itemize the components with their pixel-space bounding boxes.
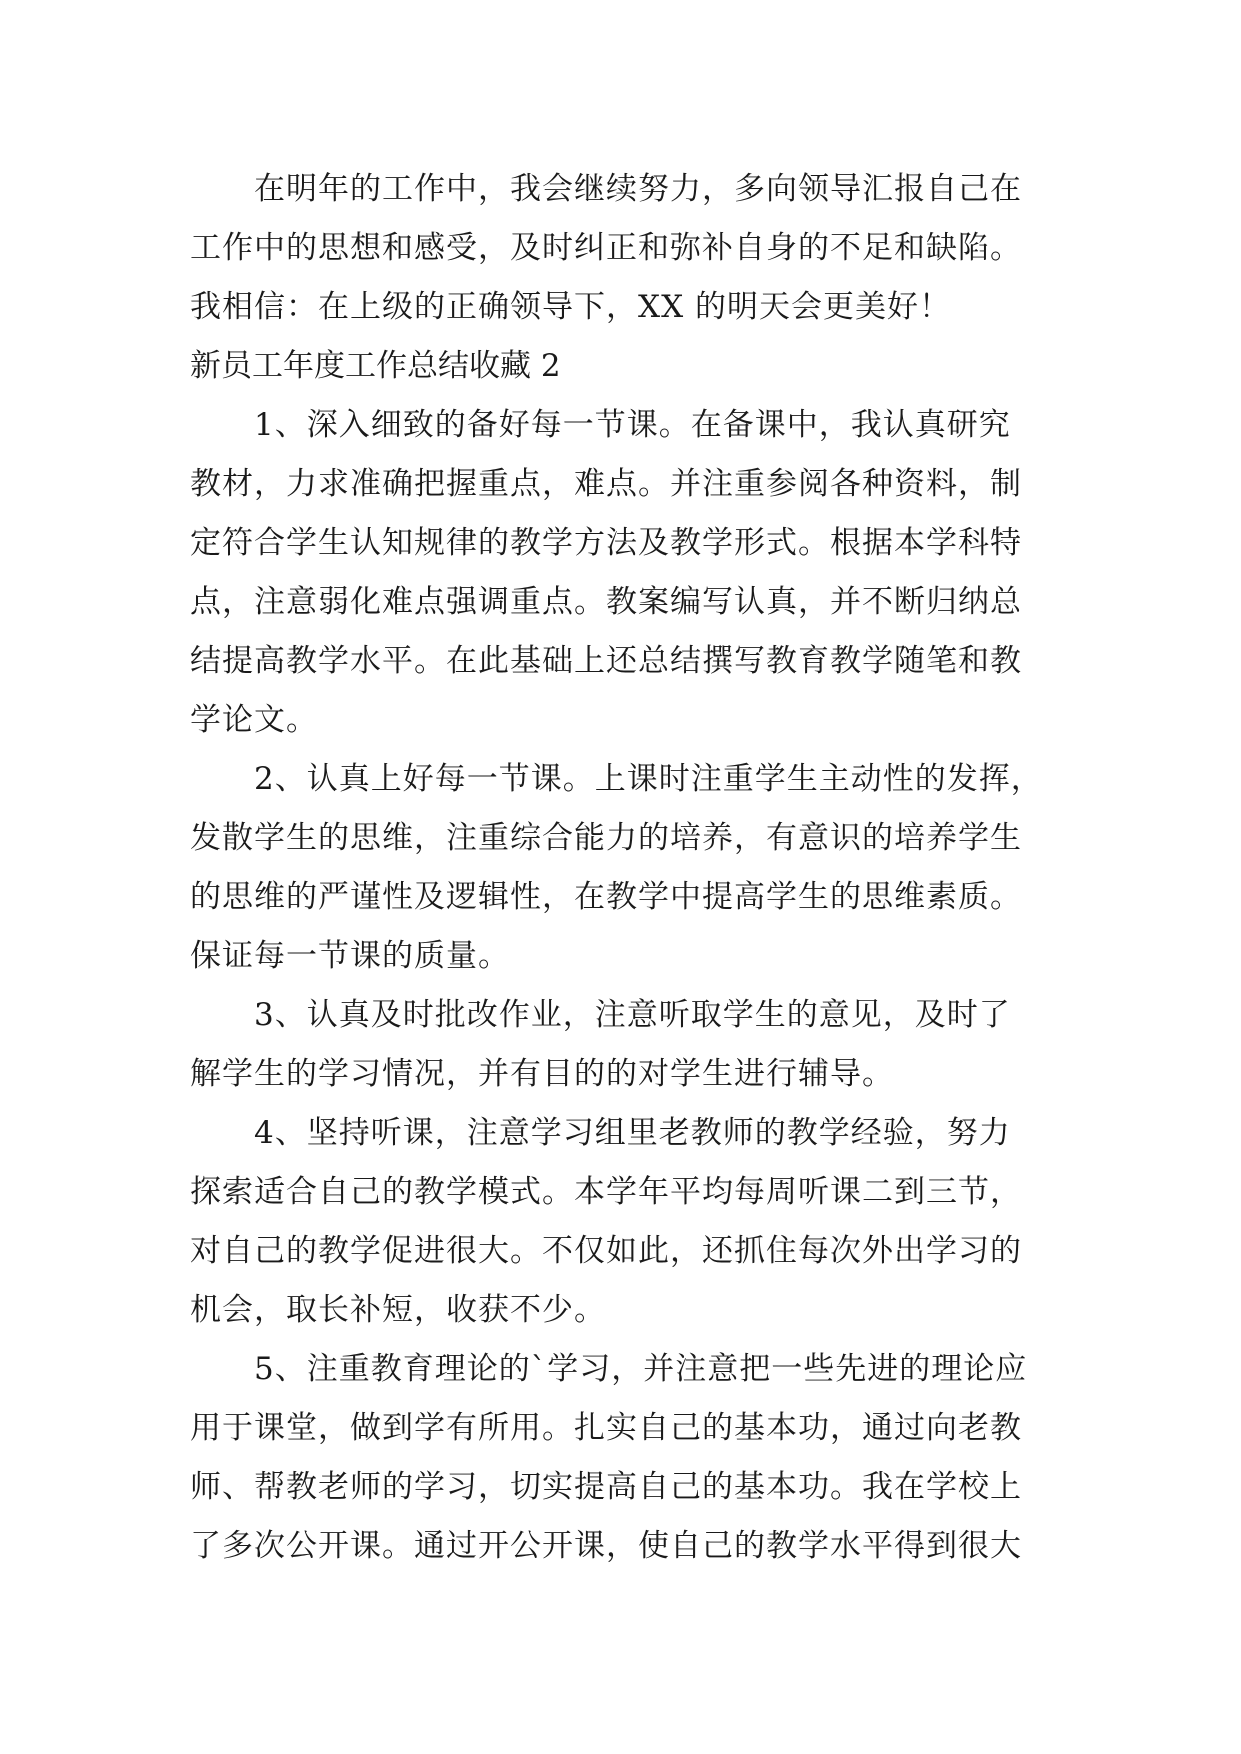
- paragraph-line: 保证每一节课的质量。: [190, 938, 510, 974]
- item-paragraph-4: [190, 1104, 1080, 1340]
- paragraph-line: 3、认真及时批改作业，注意听取学生的意见，及时了: [254, 997, 1011, 1033]
- paragraph-line: 的思维的严谨性及逻辑性，在教学中提高学生的思维素质。: [190, 879, 1022, 915]
- section-title: 新员工年度工作总结收藏 2: [190, 348, 561, 384]
- paragraph-line: 用于课堂，做到学有所用。扎实自己的基本功，通过向老教: [190, 1410, 1022, 1446]
- paragraph-line: 学论文。: [190, 702, 318, 738]
- paragraph-line: 对自己的教学促进很大。不仅如此，还抓住每次外出学习的: [190, 1233, 1022, 1269]
- paragraph-line: 4、坚持听课，注意学习组里老教师的教学经验，努力: [254, 1115, 1011, 1151]
- paragraph-line: 在明年的工作中，我会继续努力，多向领导汇报自己在: [254, 171, 1022, 207]
- paragraph-line: 1、深入细致的备好每一节课。在备课中，我认真研究: [254, 407, 1011, 443]
- paragraph-line: 结提高教学水平。在此基础上还总结撰写教育教学随笔和教: [190, 643, 1022, 679]
- paragraph-line: 点，注意弱化难点强调重点。教案编写认真，并不断归纳总: [190, 584, 1022, 620]
- intro-paragraph: [190, 160, 1080, 337]
- paragraph-line: 我相信：在上级的正确领导下，XX 的明天会更美好！: [190, 289, 951, 325]
- paragraph-line: 发散学生的思维，注重综合能力的培养，有意识的培养学生: [190, 820, 1022, 856]
- paragraph-line: 解学生的学习情况，并有目的的对学生进行辅导。: [190, 1056, 894, 1092]
- paragraph-line: 工作中的思想和感受，及时纠正和弥补自身的不足和缺陷。: [190, 230, 1022, 266]
- paragraph-line: 师、帮教老师的学习，切实提高自己的基本功。我在学校上: [190, 1469, 1022, 1505]
- paragraph-line: 了多次公开课。通过开公开课，使自己的教学水平得到很大: [190, 1528, 1022, 1564]
- document-page: [190, 160, 1080, 1576]
- paragraph-line: 教材，力求准确把握重点，难点。并注重参阅各种资料，制: [190, 466, 1022, 502]
- paragraph-line: 2、认真上好每一节课。上课时注重学生主动性的发挥，: [254, 761, 1043, 797]
- item-paragraph-1: [190, 396, 1080, 750]
- item-paragraph-2: [190, 750, 1080, 986]
- paragraph-line: 5、注重教育理论的`学习，并注意把一些先进的理论应: [254, 1351, 1028, 1387]
- paragraph-line: 定符合学生认知规律的教学方法及教学形式。根据本学科特: [190, 525, 1022, 561]
- item-paragraph-3: [190, 986, 1080, 1104]
- item-paragraph-5: [190, 1340, 1080, 1576]
- paragraph-line: 探索适合自己的教学模式。本学年平均每周听课二到三节，: [190, 1174, 1022, 1210]
- paragraph-line: 机会，取长补短，收获不少。: [190, 1292, 606, 1328]
